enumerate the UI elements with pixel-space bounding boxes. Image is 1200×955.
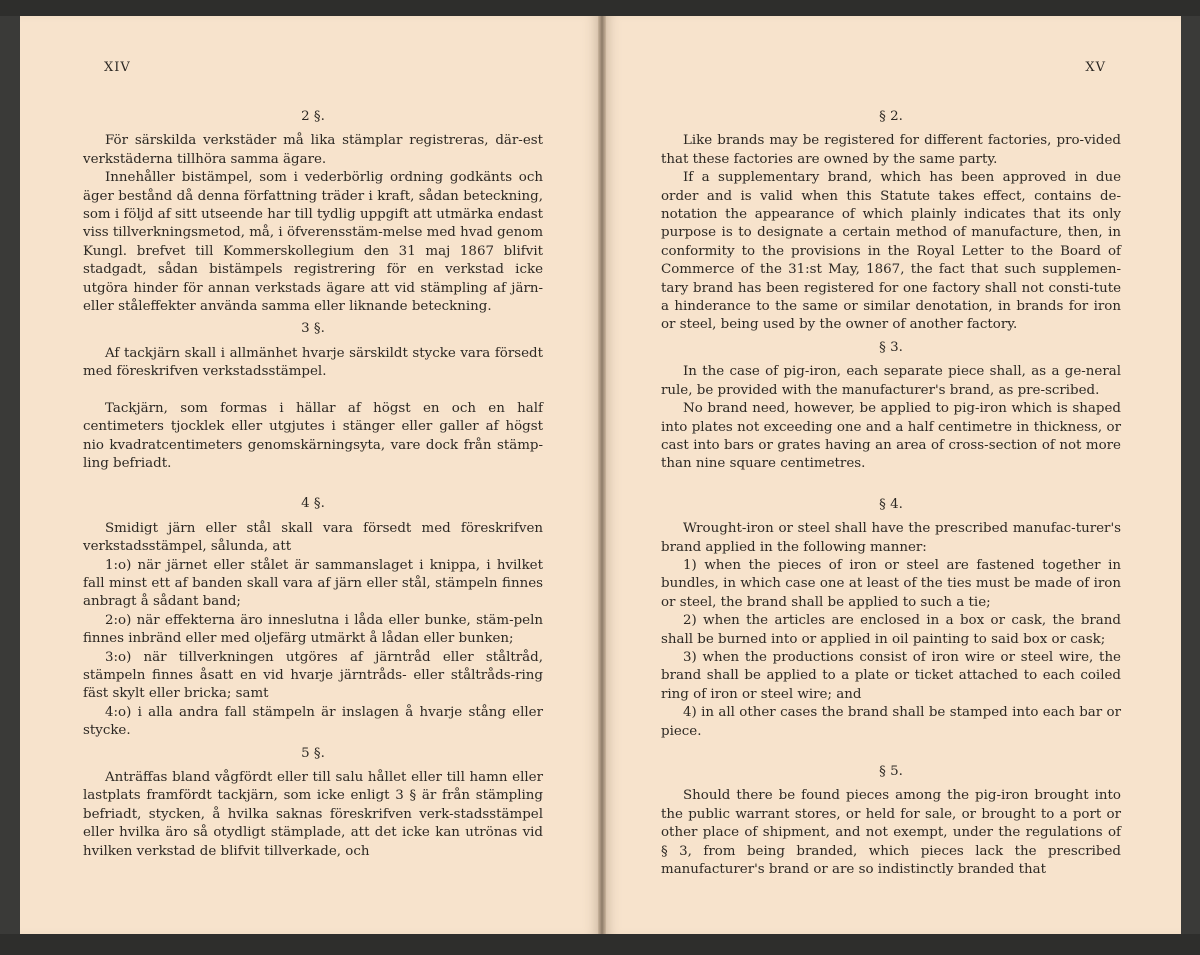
right-page-text bbox=[661, 104, 1121, 879]
paragraph: 4) in all other cases the brand shall be stamped into each bar or piece. bbox=[661, 705, 1121, 739]
section-heading: § 2. bbox=[879, 109, 903, 124]
left-page-text bbox=[83, 104, 543, 861]
paragraph: 3:o) när tillverkningen utgöres af järntråd eller ståltråd, stämpeln finnes åsatt en vid hvarje järntråds- eller ståltråds-ring fäst skylt eller bricka; samt bbox=[83, 649, 543, 702]
paragraph: 2:o) när effekterna äro inneslutna i låda eller bunke, stäm-peln finnes inbränd eller med oljefärg utmärkt å lådan eller bunken; bbox=[83, 612, 543, 647]
paragraph: Anträffas bland vågfördt eller till salu hållet eller till hamn eller lastplats framfördt tackjärn, som icke enligt 3 § är från stämpling befriadt, stycken, å hvilka saknas föreskrifven verk-stadsstämpel eller hvilka äro så otydligt stämplade, att det icke kan utrönas vid hvilken verkstad de blifvit tillverkade, och bbox=[83, 770, 543, 859]
paragraph: Af tackjärn skall i allmänhet hvarje särskildt stycke vara försedt med föreskrifven verkstadsstämpel. bbox=[83, 345, 543, 380]
paragraph: No brand need, however, be applied to pig-iron which is shaped into plates not exceeding one and a half centimetre in thickness, or cast into bars or grates having an area of cross-section of not more than nine square centimetres. bbox=[661, 401, 1121, 472]
paragraph: Should there be found pieces among the pig-iron brought into the public warrant stores, or held for sale, or brought to a port or other place of shipment, and not exempt, under the regulations of § 3, from being branded, which pieces lack the prescribed manufacturer's brand or are so indistinctly branded that bbox=[661, 788, 1121, 878]
section-heading: 3 §. bbox=[301, 321, 325, 337]
section-heading: § 3. bbox=[879, 339, 903, 355]
paragraph: 2) when the articles are enclosed in a box or cask, the brand shall be burned into or applied in oil painting to said box or cask; bbox=[661, 613, 1121, 647]
paragraph: Tackjärn, som formas i hällar af högst en och en half centimeters tjocklek eller utgjutes i stänger eller galler af högst nio kvadratcentimeters genomskärningsyta, vare dock från stämp-ling befriadt. bbox=[83, 400, 543, 471]
left-page bbox=[20, 16, 598, 934]
paragraph: Like brands may be registered for different factories, pro-vided that these factories are owned by the same party. bbox=[661, 133, 1121, 167]
book-spine bbox=[598, 16, 606, 934]
section-heading: § 5. bbox=[879, 764, 903, 779]
section-heading: 2 §. bbox=[301, 109, 325, 124]
paragraph-gap bbox=[661, 741, 1121, 759]
paragraph: För särskilda verkstäder må lika stämplar registreras, där-est verkstäderna tillhöra samma ägare. bbox=[83, 133, 543, 167]
section-heading: 4 §. bbox=[301, 496, 325, 512]
section-heading: § 4. bbox=[879, 496, 903, 512]
section-heading: 5 §. bbox=[301, 745, 325, 761]
paragraph: In the case of pig-iron, each separate piece shall, as a ge-neral rule, be provided with the manufacturer's brand, as pre-scribed. bbox=[661, 364, 1121, 398]
paragraph: 1) when the pieces of iron or steel are fastened together in bundles, in which case one at least of the ties must be made of iron or steel, the brand shall be applied to such a tie; bbox=[661, 557, 1121, 610]
right-page bbox=[606, 16, 1181, 934]
paragraph-gap bbox=[83, 382, 543, 400]
page-number: XV bbox=[1085, 60, 1106, 75]
paragraph-gap bbox=[83, 473, 543, 491]
paragraph: 4:o) i alla andra fall stämpeln är inslagen å hvarje stång eller stycke. bbox=[83, 704, 543, 739]
scan-bottom-edge bbox=[0, 934, 1200, 955]
paragraph: 1:o) när järnet eller stålet är sammanslaget i knippa, i hvilket fall minst ett af banden skall vara af järn eller stål, stämpeln finnes anbragt å sådant band; bbox=[83, 557, 543, 610]
paragraph: Wrought-iron or steel shall have the prescribed manufac-turer's brand applied in the following manner: bbox=[661, 521, 1121, 555]
scan-top-edge bbox=[0, 0, 1200, 16]
paragraph-gap bbox=[661, 474, 1121, 492]
page-number: XIV bbox=[104, 60, 131, 75]
paragraph: If a supplementary brand, which has been approved in due order and is valid when this Statute takes effect, contains de-notation the appearance of which plainly indicates that its only purpose is to designate a certain method of manufacture, then, in conformity to the provisions in the Royal Letter to the Board of Commerce of the 31:st May, 1867, the fact that such supplemen-tary brand has been registered for one factory shall not consti-tute a hinderance to the same or similar denotation, in brands for iron or steel, being used by the owner of another factory. bbox=[661, 170, 1121, 333]
paragraph: Innehåller bistämpel, som i vederbörlig ordning godkänts och äger bestånd då denna författning träder i kraft, sådan beteckning, som i följd af sitt utseende har till tydlig uppgift att utmärka endast viss tillverkningsmetod, må, i öfverensstäm-melse med hvad genom Kungl. brefvet till Kommerskollegium den 31 maj 1867 blifvit stadgadt, sådan bistämpels registrering för en verkstad icke utgöra hinder för annan verkstads ägare att vid stämpling af järn- eller ståleffekter använda samma eller liknande beteckning. bbox=[83, 170, 544, 315]
paragraph: Smidigt järn eller stål skall vara försedt med föreskrifven verkstadsstämpel, sålunda, att bbox=[83, 520, 543, 555]
paragraph: 3) when the productions consist of iron wire or steel wire, the brand shall be applied to a plate or ticket attached to each coiled ring of iron or steel wire; and bbox=[661, 649, 1121, 702]
